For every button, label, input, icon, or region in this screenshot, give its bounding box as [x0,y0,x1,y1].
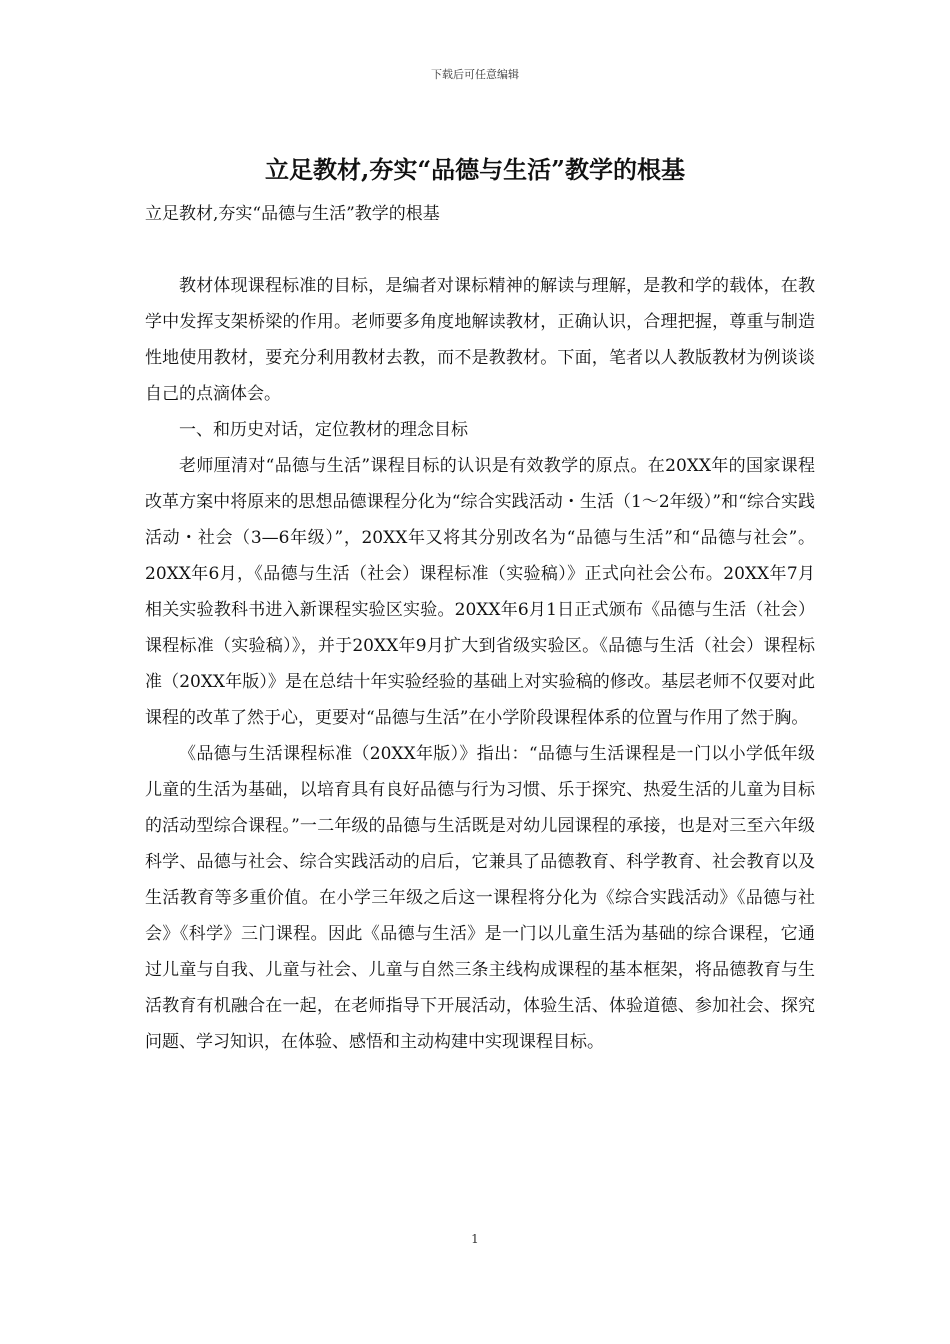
document-title: 立足教材,夯实“品德与生活”教学的根基 [265,155,685,184]
document-subtitle: 立足教材,夯实“品德与生活”教学的根基 [145,204,440,224]
paragraph-standard: 《品德与生活课程标准（20XX年版）》指出：“品德与生活课程是一门以小学低年级儿童的生活为基础，以培育具有良好品德与行为习惯、乐于探究、热爱生活的儿童为目标的活动型综合课程。”一二年级的品德与生活既是对幼儿园课程的承接，也是对三至六年级科学、品德与社会、综合实践活动的启后，它兼具了品德教育、科学教育、社会教育以及生活教育等多重价值。在小学三年级之后这一课程将分化为《综合实践活动》《品德与社会》《科学》三门课程。因此《品德与生活》是一门以儿童生活为基础的综合课程，它通过儿童与自我、儿童与社会、儿童与自然三条主线构成课程的基本框架，将品德教育与生活教育有机融合在一起，在老师指导下开展活动，体验生活、体验道德、参加社会、探究问题、学习知识，在体验、感悟和主动构建中实现课程目标。 [145,744,815,1052]
paragraph-history: 老师厘清对“品德与生活”课程目标的认识是有效教学的原点。在20XX年的国家课程改革方案中将原来的思想品德课程分化为“综合实践活动・生活（1～2年级）”和“综合实践活动・社会（3—6年级）”，20XX年又将其分别改名为“品德与生活”和“品德与社会”。20XX年6月，《品德与生活（社会）课程标准（实验稿）》正式向社会公布。20XX年7月相关实验教科书进入新课程实验区实验。20XX年6月1日正式颁布《品德与生活（社会）课程标准（实验稿）》，并于20XX年9月扩大到省级实验区。《品德与生活（社会）课程标准（20XX年版）》是在总结十年实验经验的基础上对实验稿的修改。基层老师不仅要对此课程的改革了然于心，更要对“品德与生活”在小学阶段课程体系的位置与作用了然于胸。 [145,456,815,728]
page-number: 1 [471,1232,479,1246]
document-body [145,268,815,1060]
page-header: 下载后可任意编辑 [431,68,519,81]
paragraph-intro: 教材体现课程标准的目标，是编者对课标精神的解读与理解，是教和学的载体，在教学中发挥支架桥梁的作用。老师要多角度地解读教材，正确认识，合理把握，尊重与制造性地使用教材，要充分利用教材去教，而不是教教材。下面，笔者以人教版教材为例谈谈自己的点滴体会。 [145,276,815,404]
section-heading-1: 一、和历史对话，定位教材的理念目标 [179,420,468,440]
